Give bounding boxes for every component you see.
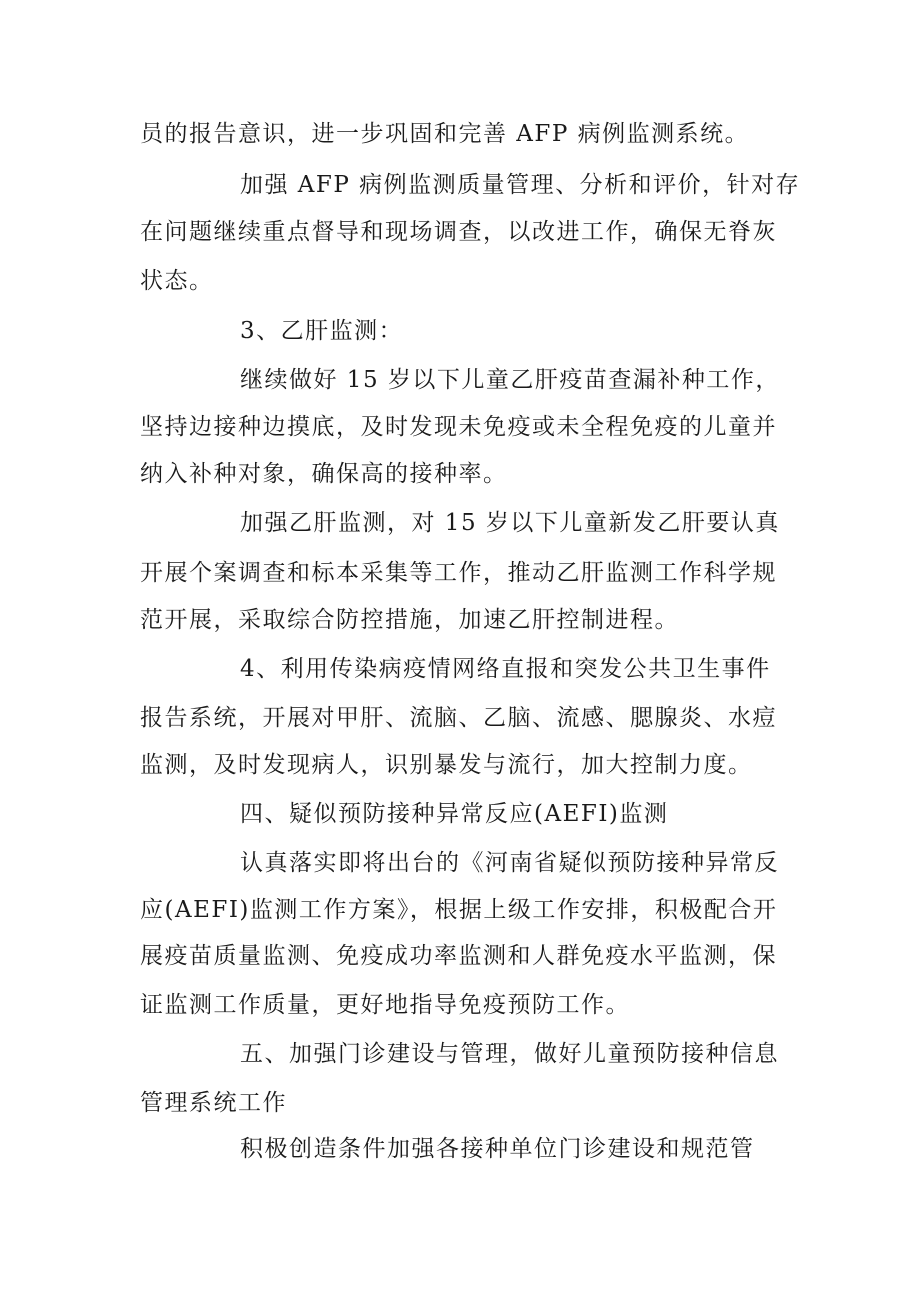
text-line: 展疫苗质量监测、免疫成功率监测和人群免疫水平监测，保 <box>140 943 777 969</box>
text-line: 范开展，采取综合防控措施，加速乙肝控制进程。 <box>140 607 679 633</box>
text-line: 认真落实即将出台的《河南省疑似预防接种异常反 <box>240 850 779 876</box>
text-line: 状态。 <box>140 268 214 294</box>
text-line: 坚持边接种边摸底，及时发现未免疫或未全程免疫的儿童并 <box>140 414 777 440</box>
text-line: 开展个案调查和标本采集等工作，推动乙肝监测工作科学规 <box>140 560 777 586</box>
text-line: 证监测工作质量，更好地指导免疫预防工作。 <box>140 992 630 1018</box>
section-heading: 3、乙肝监测： <box>240 318 404 344</box>
text-line: 在问题继续重点督导和现场调查，以改进工作，确保无脊灰 <box>140 219 777 245</box>
text-line: 积极创造条件加强各接种单位门诊建设和规范管 <box>240 1136 755 1162</box>
text-line: 继续做好 15 岁以下儿童乙肝疫苗查漏补种工作， <box>240 367 780 393</box>
text-line: 4、利用传染病疫情网络直报和突发公共卫生事件 <box>240 656 771 682</box>
text-line: 员的报告意识，进一步巩固和完善 AFP 病例监测系统。 <box>140 121 750 147</box>
text-line: 报告系统，开展对甲肝、流脑、乙脑、流感、腮腺炎、水痘 <box>140 705 777 731</box>
text-line: 加强乙肝监测，对 15 岁以下儿童新发乙肝要认真 <box>240 510 780 536</box>
text-line: 加强 AFP 病例监测质量管理、分析和评价，针对存 <box>240 172 801 198</box>
text-line: 纳入补种对象，确保高的接种率。 <box>140 461 508 487</box>
text-line: 应(AEFI)监测工作方案》，根据上级工作安排，积极配合开 <box>140 897 778 923</box>
text-line: 监测，及时发现病人，识别暴发与流行，加大控制力度。 <box>140 752 753 778</box>
section-heading: 四、疑似预防接种异常反应(AEFI)监测 <box>240 801 669 827</box>
section-heading: 五、加强门诊建设与管理，做好儿童预防接种信息 <box>240 1041 779 1067</box>
section-heading: 管理系统工作 <box>140 1090 287 1116</box>
